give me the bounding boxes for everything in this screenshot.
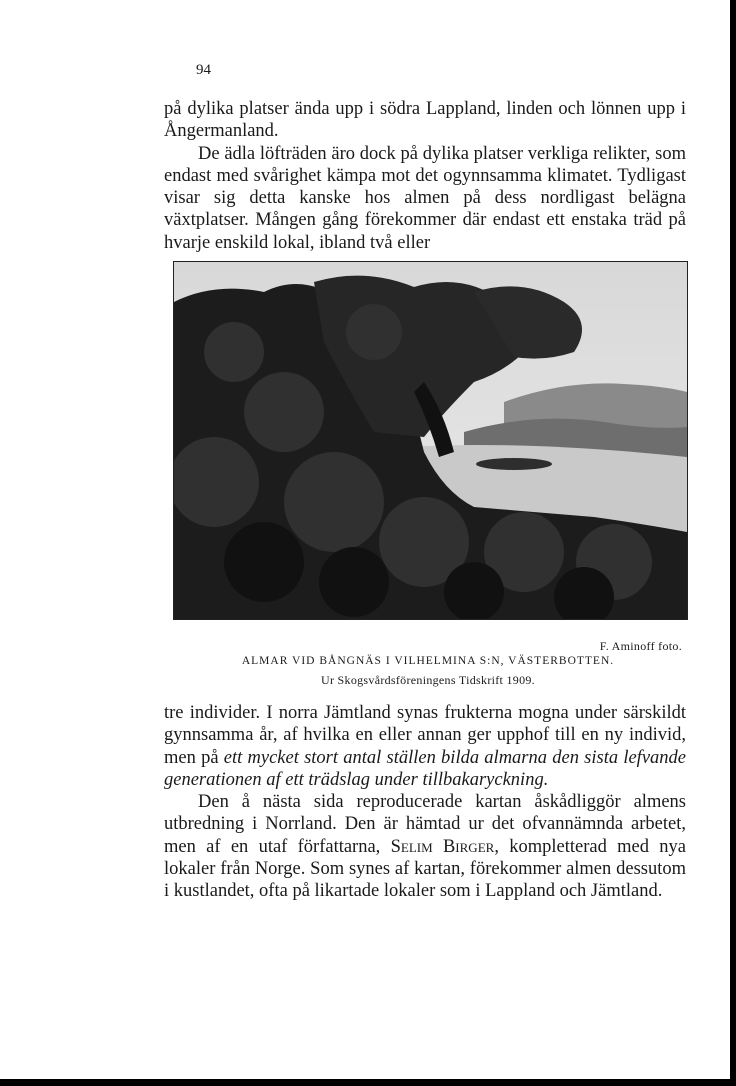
photo-illustration [174,262,687,619]
paragraph-relikter: De ädla löfträden äro dock på dylika platser verkliga relikter, som endast med svårighet kämpa mot det ogynnsamma klimatet. Tydligast visar sig detta kanske hos almen på dess nordligast belägna växtplatser. Mången gång förekommer där endast ett enstaka träd på hvarje enskild lokal, ibland två eller [164,143,686,253]
paragraph-kartan [164,791,686,902]
page-edge-bottom [0,1079,736,1086]
paragraph-continuation: på dylika platser ända upp i södra Lappland, linden och lönnen upp i Ångermanland. [164,99,686,142]
paragraph-tre-individer [164,702,686,791]
italic-emphasis: ett mycket stort antal ställen bilda almarna den sista lefvande generationen af ett trädslag under tillbakaryckning. [164,747,686,790]
photo-credit: F. Aminoff foto. [599,639,682,653]
paragraph-text: Den å nästa sida reproducerade kartan åskådliggör almens utbredning i Norrland. Den är hämtad ur det ofvannämnda arbetet, men af en utaf författarna, [164,792,686,857]
figure-caption: ALMAR VID BÅNGNÄS I VILHELMINA S:N, VÄSTERBOTTEN. [241,655,615,667]
paragraph-text: , kompletterad med nya lokaler från Norge. Som synes af kartan, förekommer almen dessutom i kustlandet, ofta på likartade lokaler som i Lappland och Jämtland. [164,836,686,902]
top-text-block [164,98,686,254]
page-number: 94 [196,62,211,78]
author-name: Selim Birger [390,836,495,857]
bottom-text-block [164,702,686,903]
figure-source: Ur Skogsvårdsföreningens Tidskrift 1909. [320,673,535,687]
photograph-elm-trees [173,261,688,620]
paragraph-text: tre individer. I norra Jämtland synas frukterna mogna under särskildt gynnsamma år, af hvilka en eller annan ger upphof till en ny individ, men på [164,703,686,768]
page-edge-right [730,0,736,1086]
